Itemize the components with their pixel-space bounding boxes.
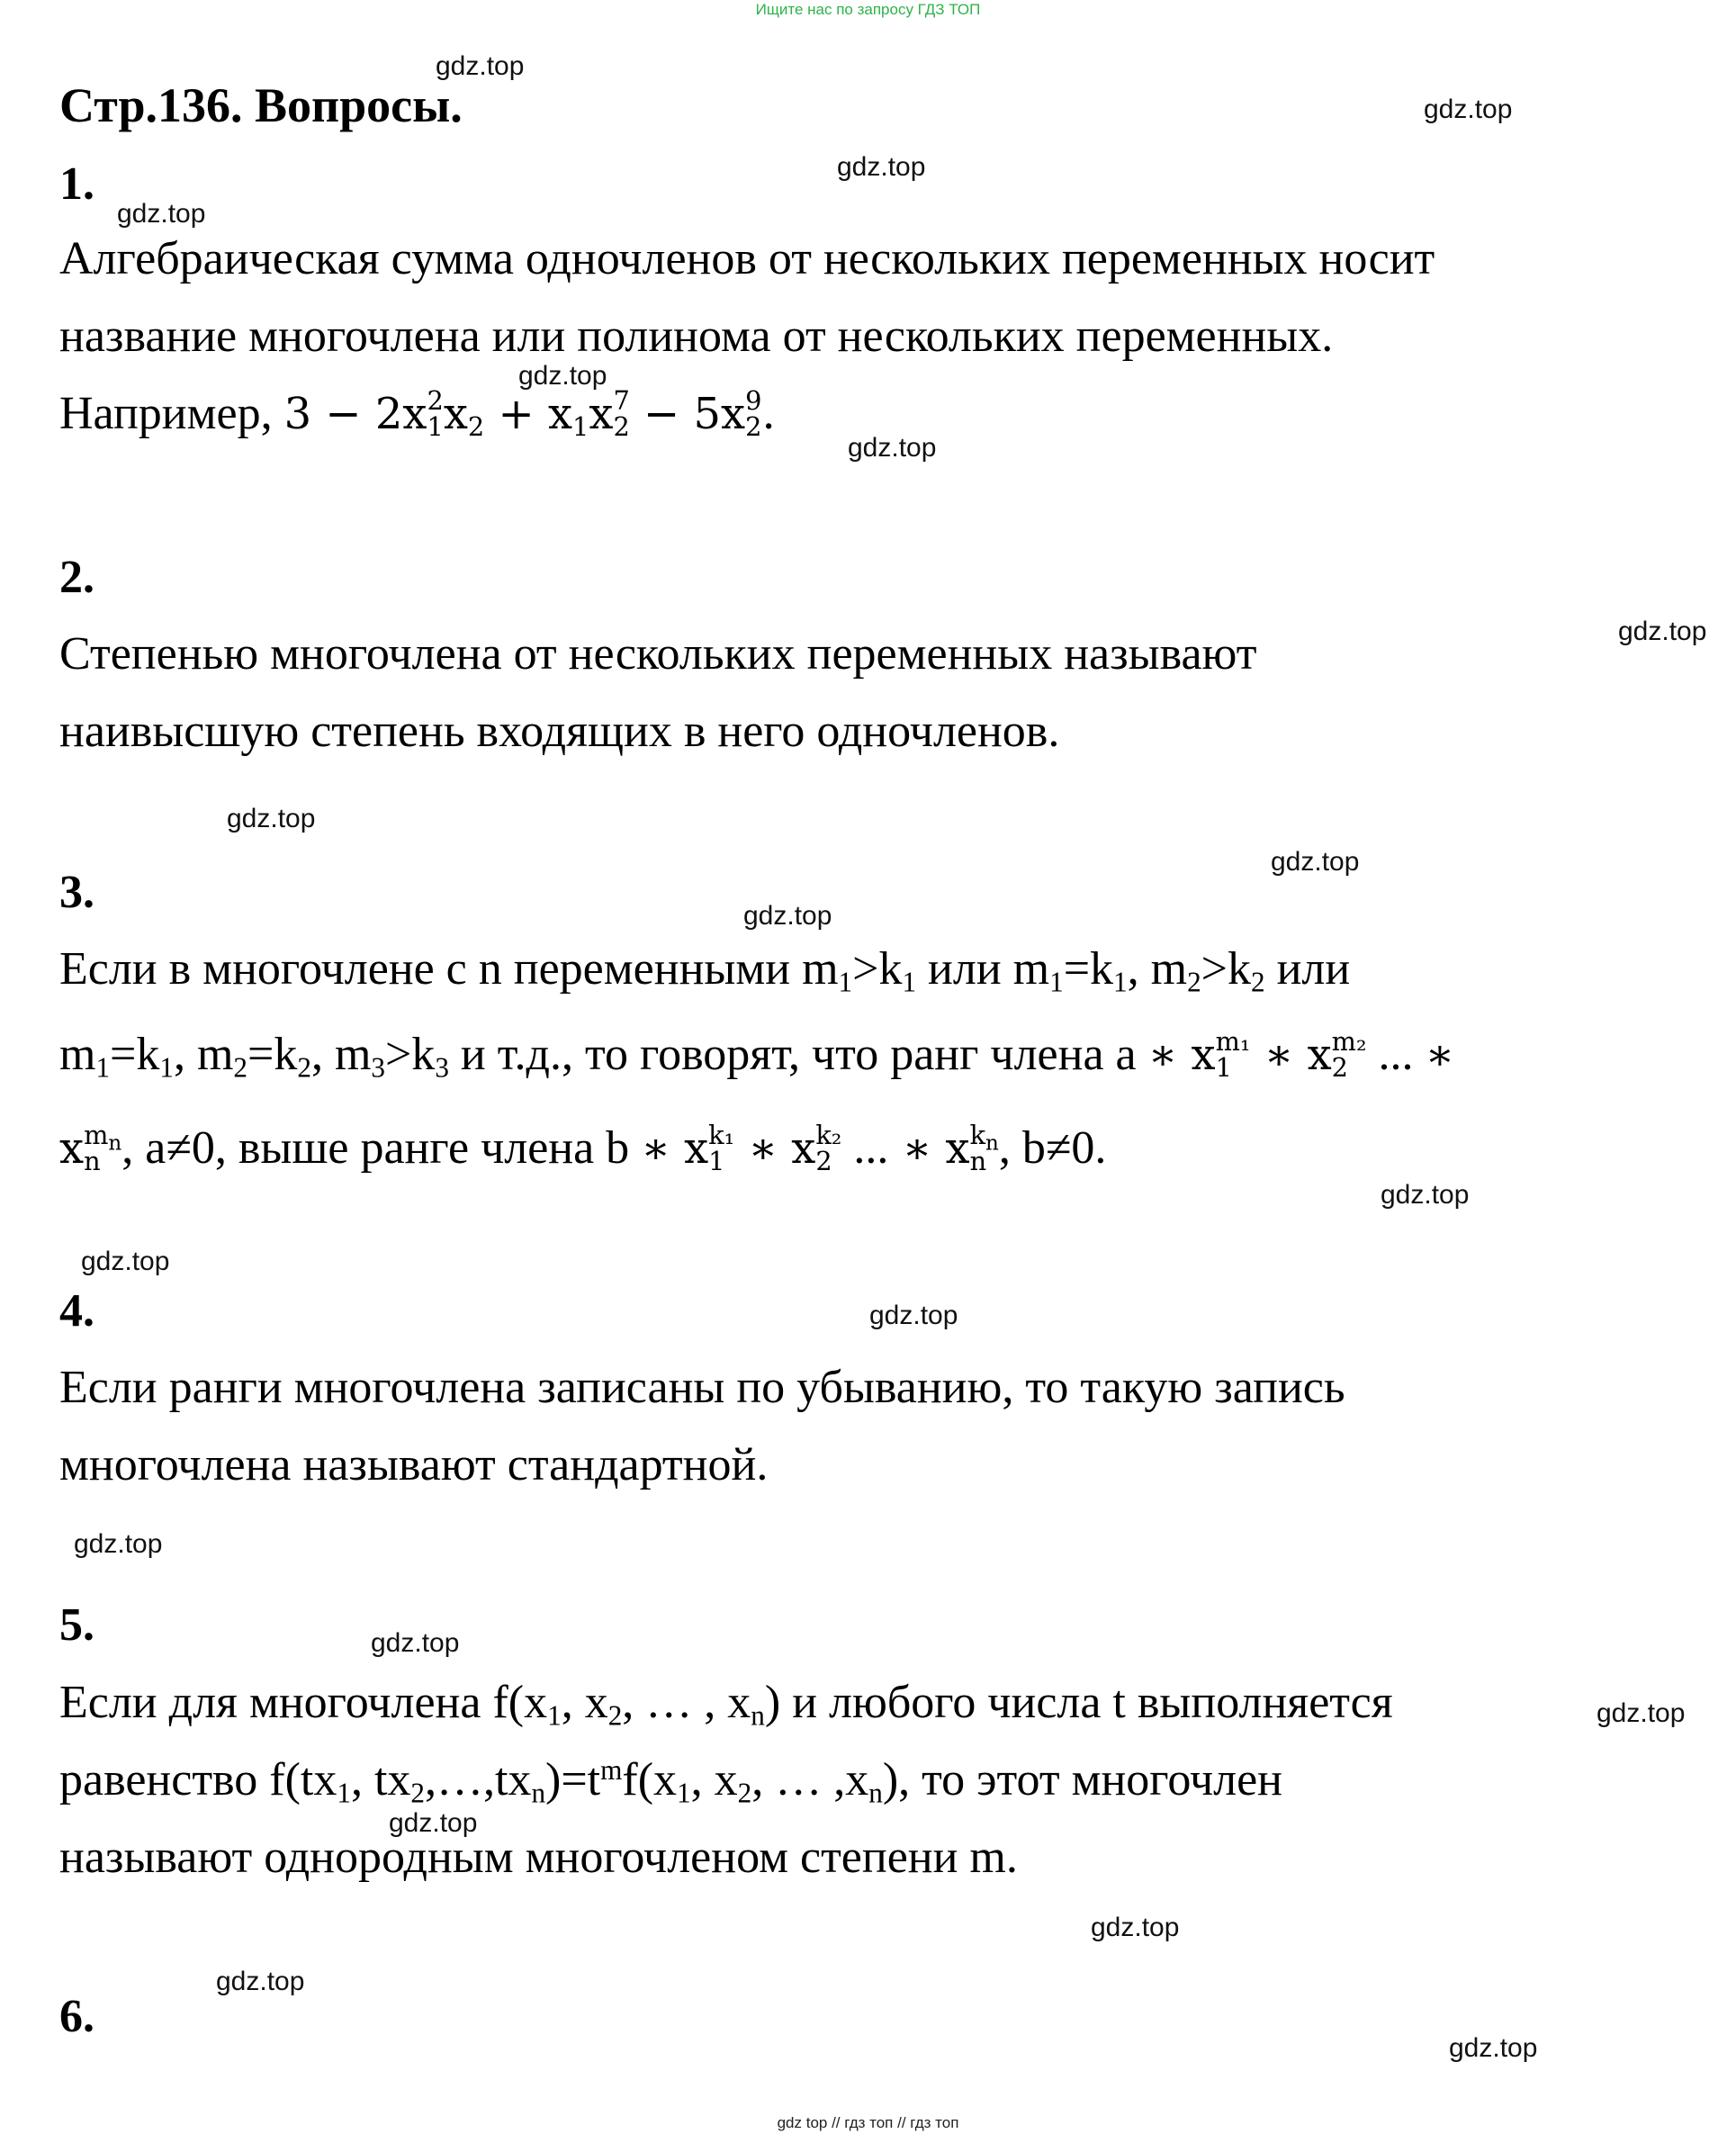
watermark: gdz.top bbox=[1597, 1698, 1686, 1728]
q4-text-line-2: многочлена называют стандартной. bbox=[59, 1439, 769, 1490]
q3-line2-part: и т.д., то говорят, что ранг члена a bbox=[448, 1029, 1148, 1080]
top-banner[interactable]: Ищите нас по запросу ГДЗ ТОП bbox=[755, 1, 981, 18]
q5-line2-part: равенство bbox=[59, 1754, 270, 1805]
q5-line1-part: и любого числа t выполняется bbox=[780, 1677, 1393, 1728]
watermark: gdz.top bbox=[1449, 2033, 1538, 2063]
q5-text-line-1: Если для многочлена $f(x_1$, $x_2$, … , $x_n$) и любого числа t выполняется bbox=[59, 1677, 1393, 1732]
q1-example-prefix: Например, bbox=[59, 388, 284, 439]
q3-text-line-2: $m_1=k_1$, $m_2=k_2$, $m_3>k_3$ и т.д., то говорят, что ранг члена a ∗ x m₁ 1 ∗ x m₂ 2 ... ∗ bbox=[59, 1025, 1455, 1084]
q5-line2-part: , то этот многочлен bbox=[898, 1754, 1283, 1805]
question-number-1: 1. bbox=[59, 158, 94, 210]
q1-text-line-2: название многочлена или полинома от нескольких переменных. bbox=[59, 311, 1334, 362]
q5-text-line-2: равенство $f(tx_1$, $tx_2,\dots,tx_n)=t^mf(x_1$, $x_2$, … $,x_n$), то этот многочлен bbox=[59, 1753, 1283, 1809]
watermark: gdz.top bbox=[1271, 847, 1360, 877]
q1-text-line-1: Алгебраическая сумма одночленов от нескольких переменных носит bbox=[59, 233, 1435, 284]
q3-line1-part: или bbox=[916, 943, 1013, 995]
question-number-2: 2. bbox=[59, 552, 94, 603]
watermark: gdz.top bbox=[848, 433, 937, 463]
watermark: gdz.top bbox=[227, 804, 316, 833]
watermark: gdz.top bbox=[436, 51, 525, 81]
watermark: gdz.top bbox=[371, 1628, 460, 1658]
q3-line3-part: , b≠0. bbox=[998, 1122, 1107, 1174]
watermark: gdz.top bbox=[117, 199, 206, 229]
watermark: gdz.top bbox=[869, 1301, 958, 1330]
question-number-3: 3. bbox=[59, 867, 94, 918]
page-title: Стр.136. Вопросы. bbox=[59, 78, 463, 132]
watermark: gdz.top bbox=[518, 361, 607, 391]
q1-formula: 3 − 2x 2 1 $x_2 + x_1x$ 7 2 − 5x 9 2 . bbox=[283, 384, 776, 443]
watermark: gdz.top bbox=[216, 1967, 305, 1996]
q5-text-line-3: называют однородным многочленом степени m. bbox=[59, 1832, 1018, 1883]
watermark: gdz.top bbox=[743, 901, 832, 931]
watermark: gdz.top bbox=[1618, 617, 1707, 646]
watermark: gdz.top bbox=[1381, 1180, 1470, 1210]
q3-line3-part: , a≠0, выше ранге члена b bbox=[121, 1122, 642, 1174]
bottom-banner[interactable]: gdz top // гдз топ // гдз топ bbox=[777, 2114, 959, 2131]
watermark: gdz.top bbox=[81, 1247, 170, 1276]
watermark: gdz.top bbox=[1091, 1913, 1180, 1942]
q5-line1-part: Если для многочлена bbox=[59, 1677, 493, 1728]
q1-example bbox=[59, 384, 776, 443]
q4-text-line-1: Если ранги многочлена записаны по убыванию, то такую запись bbox=[59, 1362, 1345, 1413]
q2-text-line-1: Степенью многочлена от нескольких переменных называют bbox=[59, 628, 1257, 680]
watermark: gdz.top bbox=[389, 1808, 478, 1838]
q2-text-line-2: наивысшую степень входящих в него одночленов. bbox=[59, 706, 1060, 757]
watermark: gdz.top bbox=[1424, 95, 1513, 124]
q3-text-line-1: Если в многочлене с n переменными $m_1>k_1$ или $m_1=k_1$, $m_2>k_2$ или bbox=[59, 943, 1351, 998]
watermark: gdz.top bbox=[837, 152, 926, 182]
q3-text-line-3: x $m_n$ n , a≠0, выше ранге члена b ∗ x k₁ 1 ∗ x k₂ 2 ... ∗ x $k_n$ n , b≠0. bbox=[59, 1119, 1107, 1176]
watermark: gdz.top bbox=[74, 1529, 163, 1559]
question-number-5: 5. bbox=[59, 1599, 94, 1651]
question-number-4: 4. bbox=[59, 1285, 94, 1337]
q3-line1-part: Если в многочлене с n переменными bbox=[59, 943, 803, 995]
question-number-6: 6. bbox=[59, 1991, 94, 2042]
